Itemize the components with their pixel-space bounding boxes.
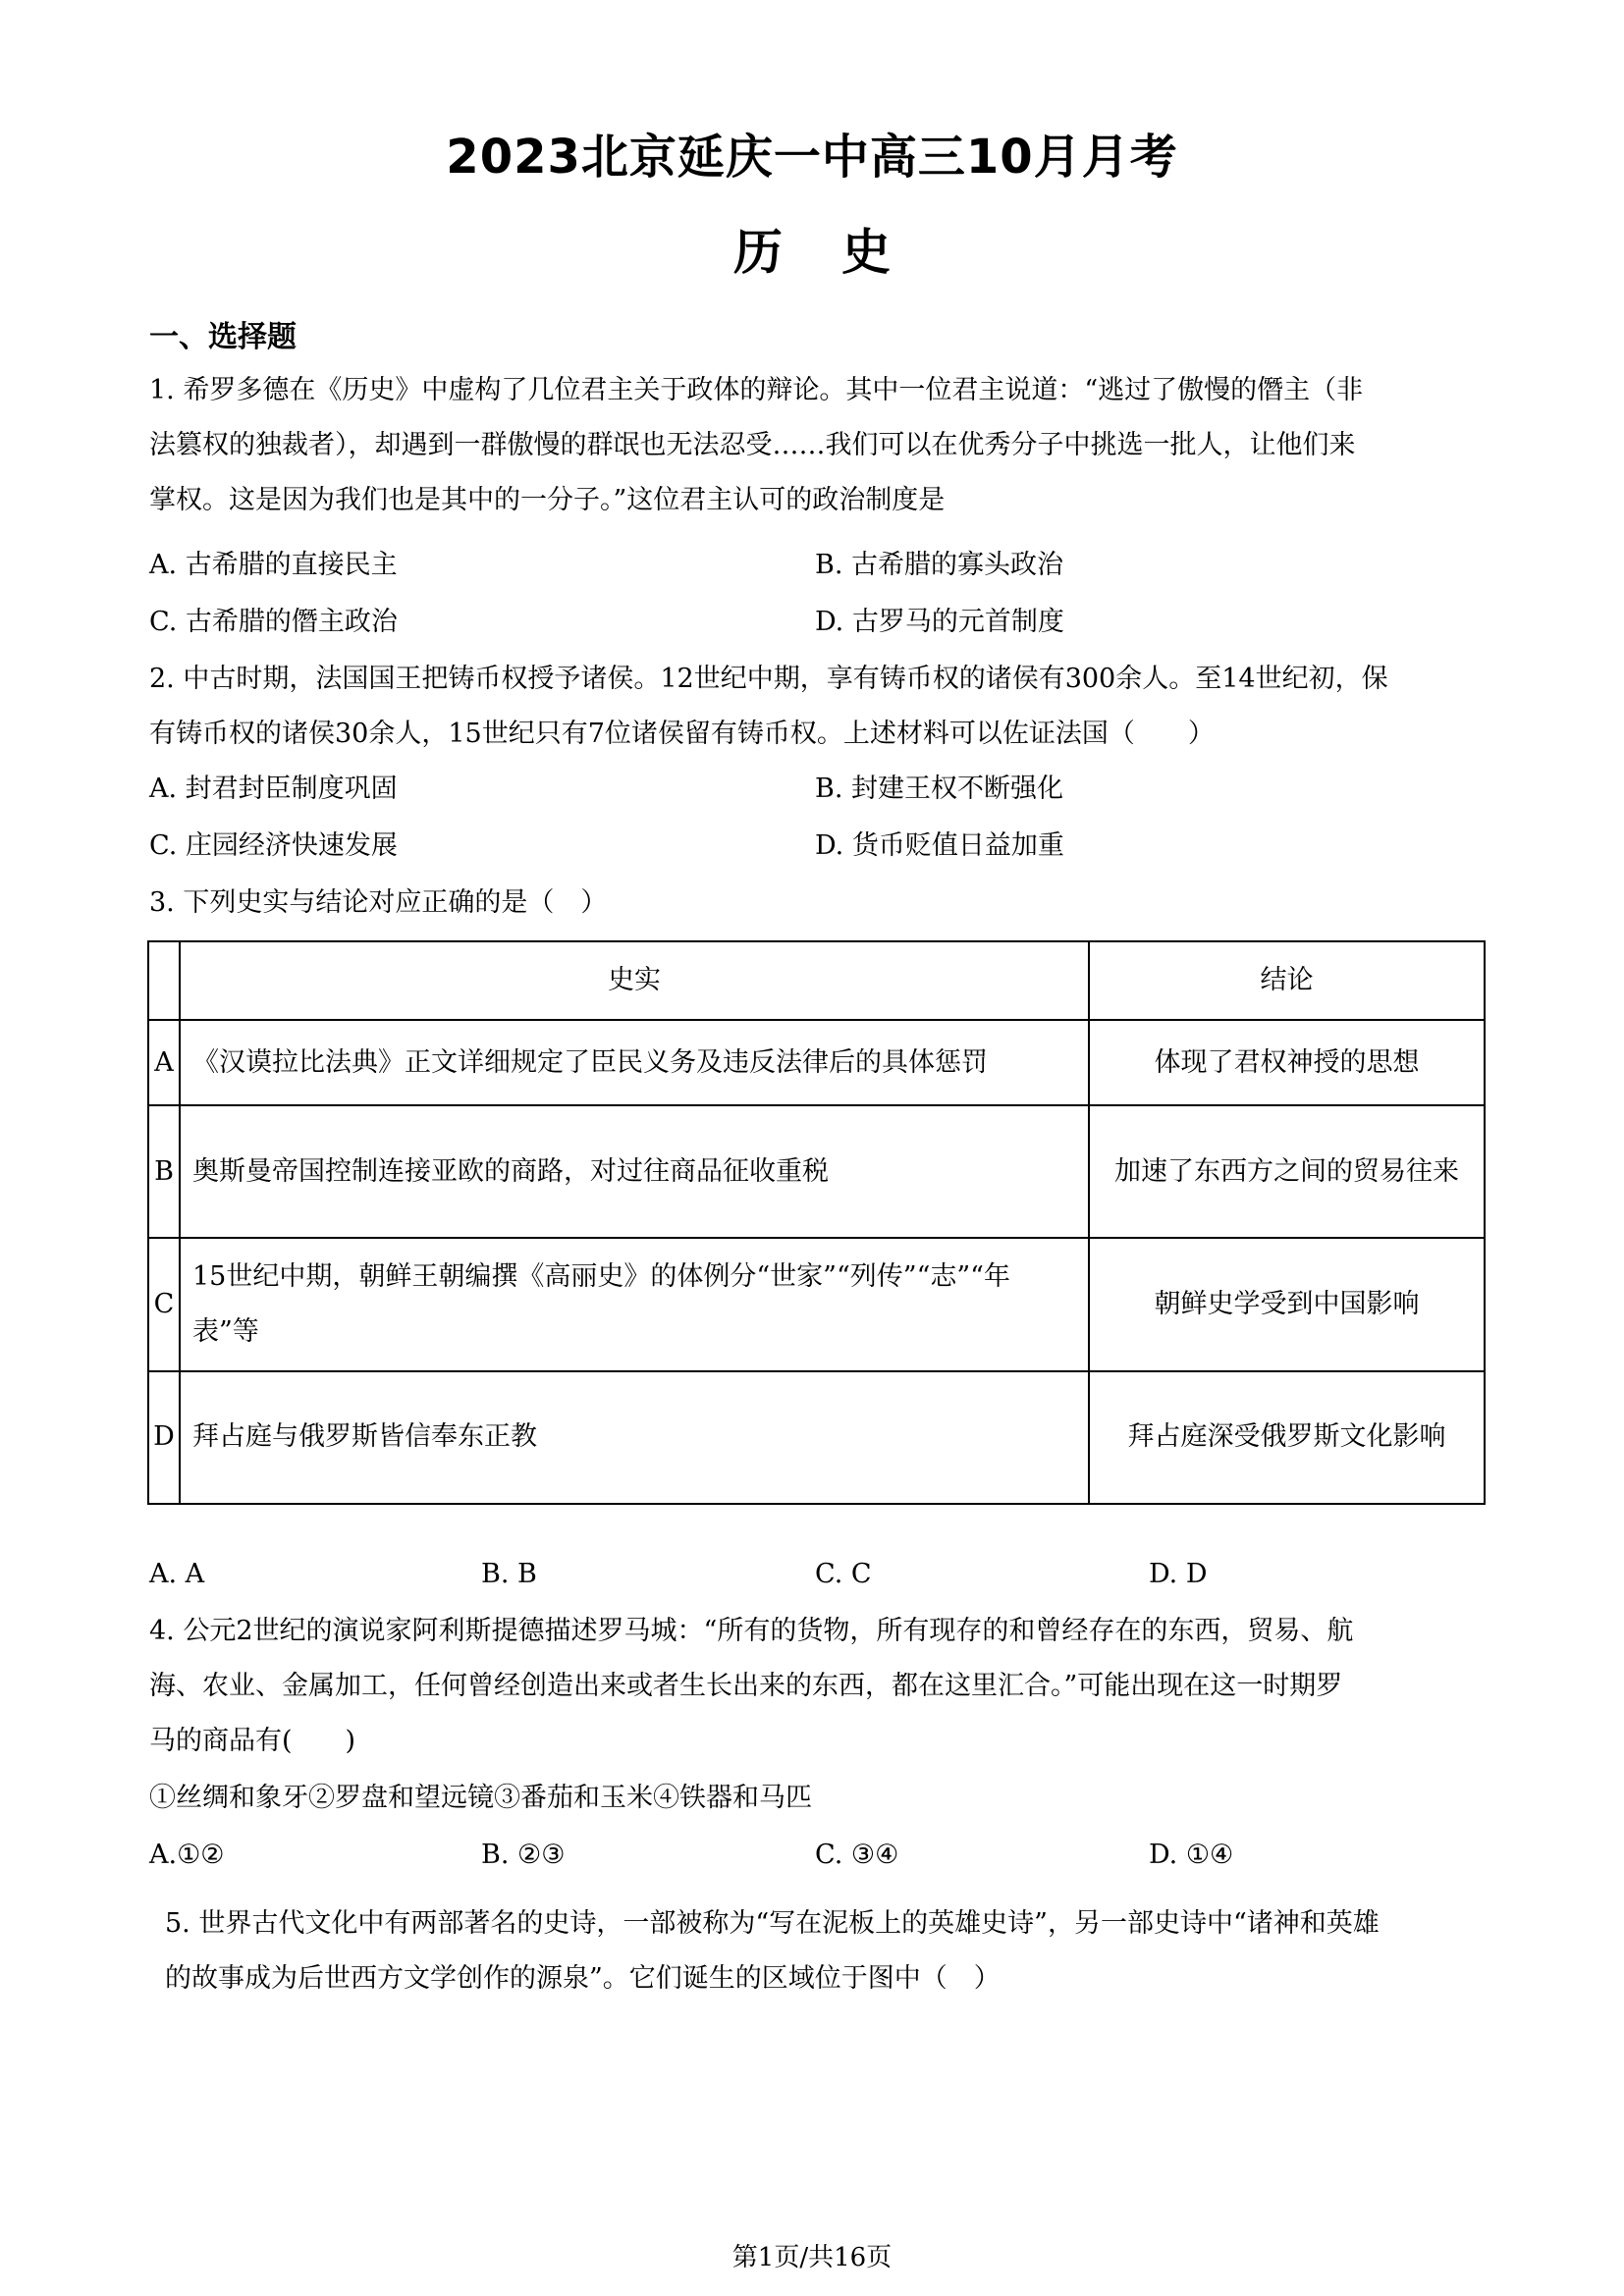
q4-text-line: 海、农业、金属加工，任何曾经创造出来或者生长出来的东西，都在这里汇合。”可能出现在这一时期罗: [149, 1671, 1343, 1701]
row-conclusion: 体现了君权神授的思想: [1089, 1020, 1485, 1105]
q4-option-a: A.①②: [149, 1840, 225, 1870]
q5-text-line: 的故事成为后世西方文学创作的源泉”。它们诞生的区域位于图中（ ）: [165, 1963, 1001, 1994]
row-letter: D: [148, 1371, 180, 1504]
q2-text-line: 有铸币权的诸侯30余人，15世纪只有7位诸侯留有铸币权。上述材料可以佐证法国（ ）: [149, 719, 1215, 749]
q2-option-c: C. 庄园经济快速发展: [149, 830, 398, 861]
q3-option-c: C. C: [815, 1559, 872, 1589]
q1-option-d: D. 古罗马的元首制度: [815, 607, 1064, 637]
q4-items-line: ①丝绸和象牙②罗盘和望远镜③番茄和玉米④铁器和马匹: [149, 1783, 812, 1813]
header-letter-cell: [148, 941, 180, 1020]
row-conclusion: 加速了东西方之间的贸易往来: [1089, 1105, 1485, 1238]
q4-option-b: B. ②③: [481, 1840, 566, 1870]
subject-title: 历史: [733, 224, 949, 281]
q1-option-b: B. 古希腊的寡头政治: [815, 550, 1064, 580]
q4-option-d: D. ①④: [1149, 1840, 1234, 1870]
row-letter: C: [148, 1238, 180, 1370]
row-letter: A: [148, 1020, 180, 1105]
q2-option-d: D. 货币贬值日益加重: [815, 830, 1064, 861]
q2-text-line: 2. 中古时期，法国国王把铸币权授予诸侯。12世纪中期，享有铸币权的诸侯有300余人。至14世纪初，保: [149, 664, 1388, 694]
q5-text-line: 5. 世界古代文化中有两部著名的史诗，一部被称为“写在泥板上的英雄史诗”，另一部史诗中“诸神和英雄: [165, 1908, 1380, 1939]
q2-option-b: B. 封建王权不断强化: [815, 774, 1064, 804]
fact-conclusion-table: [147, 940, 1486, 1505]
table-row: [148, 1105, 1485, 1238]
row-conclusion: 拜占庭深受俄罗斯文化影响: [1089, 1371, 1485, 1504]
row-fact: 拜占庭与俄罗斯皆信奉东正教: [180, 1371, 1089, 1504]
document-title: 2023北京延庆一中高三10月月考: [446, 130, 1178, 185]
q2-option-a: A. 封君封臣制度巩固: [149, 774, 398, 804]
q1-text-line: 1. 希罗多德在《历史》中虚构了几位君主关于政体的辩论。其中一位君主说道：“逃过了傲慢的僭主（非: [149, 375, 1364, 405]
q4-text-line: 4. 公元2世纪的演说家阿利斯提德描述罗马城：“所有的货物，所有现存的和曾经存在的东西，贸易、航: [149, 1616, 1354, 1646]
q3-option-b: B. B: [481, 1559, 537, 1589]
row-conclusion: 朝鲜史学受到中国影响: [1089, 1238, 1485, 1370]
row-fact: 奥斯曼帝国控制连接亚欧的商路，对过往商品征收重税: [180, 1105, 1089, 1238]
q1-text-line: 掌权。这是因为我们也是其中的一分子。”这位君主认可的政治制度是: [149, 485, 946, 515]
header-conclusion-cell: 结论: [1089, 941, 1485, 1020]
header-fact-cell: 史实: [180, 941, 1089, 1020]
table-row: [148, 1020, 1485, 1105]
q4-option-c: C. ③④: [815, 1840, 899, 1870]
table-row: [148, 1238, 1485, 1370]
table-row: [148, 1371, 1485, 1504]
q3-text-line: 3. 下列史实与结论对应正确的是（ ）: [149, 887, 608, 918]
row-fact: 《汉谟拉比法典》正文详细规定了臣民义务及违反法律后的具体惩罚: [180, 1020, 1089, 1105]
table-header-row: [148, 941, 1485, 1020]
row-letter: B: [148, 1105, 180, 1238]
q1-option-c: C. 古希腊的僭主政治: [149, 607, 398, 637]
q1-option-a: A. 古希腊的直接民主: [149, 550, 398, 580]
page-number: 第1页/共16页: [731, 2243, 893, 2272]
q3-option-a: A. A: [149, 1559, 205, 1589]
q4-text-line: 马的商品有( ): [149, 1726, 356, 1756]
q1-text-line: 法篡权的独裁者），却遇到一群傲慢的群氓也无法忍受……我们可以在优秀分子中挑选一批人，让他们来: [149, 430, 1356, 460]
row-fact: 15世纪中期，朝鲜王朝编撰《高丽史》的体例分“世家”“列传”“志”“年表”等: [180, 1238, 1089, 1370]
section-heading: 一、选择题: [149, 320, 297, 354]
q3-option-d: D. D: [1149, 1559, 1208, 1589]
